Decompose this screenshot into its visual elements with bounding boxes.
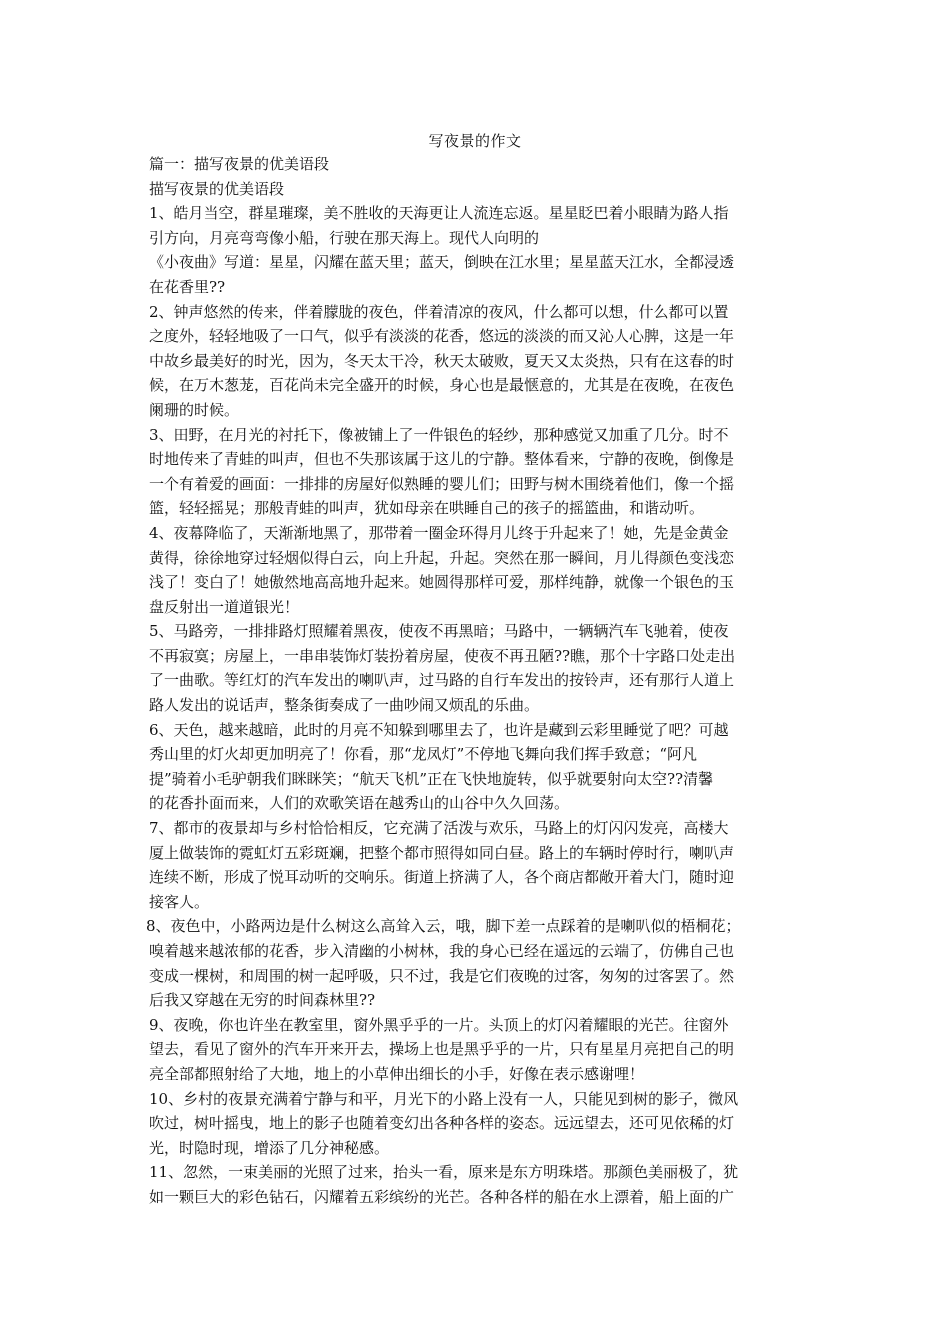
text-line: 描写夜景的优美语段 bbox=[149, 179, 285, 198]
text-line: 6、天色，越来越暗，此时的月亮不知躲到哪里去了，也许是藏到云彩里睡觉了吧？可越 bbox=[149, 720, 729, 739]
text-line: 引方向，月亮弯弯像小船，行驶在那天海上。现代人向明的 bbox=[149, 228, 540, 247]
text-line: 望去，看见了窗外的汽车开来开去，操场上也是黑乎乎的一片，只有星星月亮把自己的明 bbox=[149, 1040, 735, 1059]
text-line: 篇一：描写夜景的优美语段 bbox=[149, 155, 330, 173]
text-line: 浅了！变白了！她傲然地高高地升起来。她圆得那样可爱，那样纯静，就像一个银色的玉 bbox=[149, 573, 735, 592]
text-line: 吹过，树叶摇曳，地上的影子也随着变幻出各种各样的姿态。远远望去，还可见依稀的灯 bbox=[149, 1114, 735, 1133]
text-line: 了一曲歌。等红灯的汽车发出的喇叭声，过马路的自行车发出的按铃声，还有那行人道上 bbox=[149, 671, 735, 690]
text-line: 8、夜色中，小路两边是什么树这么高耸入云，哦，脚下差一点踩着的是喇叭似的梧桐花； bbox=[146, 917, 741, 936]
text-line: 3、田野，在月光的衬托下，像被铺上了一件银色的轻纱，那种感觉又加重了几分。时不 bbox=[149, 425, 729, 444]
text-line: 《小夜曲》写道：星星，闪耀在蓝天里；蓝天，倒映在江水里；星星蓝天江水，全都浸透 bbox=[149, 253, 735, 272]
text-line: 不再寂寞；房屋上，一串串装饰灯装扮着房屋，使夜不再丑陋??瞧，那个十字路口处走出 bbox=[149, 646, 736, 665]
document-title: 写夜景的作文 bbox=[428, 132, 522, 150]
text-line: 篮，轻轻摇晃；那般青蛙的叫声，犹如母亲在哄睡自己的孩子的摇篮曲，和谐动听。 bbox=[149, 499, 705, 518]
text-line: 嗅着越来越浓郁的花香，步入清幽的小树林，我的身心已经在遥远的云端了，仿佛自己也 bbox=[149, 942, 735, 960]
text-line: 10、乡村的夜景充满着宁静与和平，月光下的小路上没有一人，只能见到树的影子，微风 bbox=[149, 1089, 739, 1108]
text-line: 后我又穿越在无穷的时间森林里?? bbox=[149, 991, 376, 1010]
text-line: 一个有着爱的画面：一排排的房屋好似熟睡的婴儿们；田野与树木围绕着他们，像一个摇 bbox=[149, 474, 735, 493]
text-line: 秀山里的灯火却更加明亮了！你看，那“龙凤灯”不停地飞舞向我们挥手致意；“阿凡 bbox=[149, 745, 698, 764]
document-body bbox=[146, 152, 814, 1210]
text-line: 11、忽然，一束美丽的光照了过来，抬头一看，原来是东方明珠塔。那颜色美丽极了，犹 bbox=[149, 1163, 739, 1182]
text-line: 亮全部都照射给了大地，地上的小草伸出细长的小手，好像在表示感谢哩！ bbox=[149, 1064, 645, 1083]
text-line: 5、马路旁，一排排路灯照耀着黑夜，使夜不再黑暗；马路中，一辆辆汽车飞驰着，使夜 bbox=[149, 622, 729, 641]
text-line: 光，时隐时现，增添了几分神秘感。 bbox=[149, 1138, 390, 1157]
text-line: 1、皓月当空，群星璀璨，美不胜收的天海更让人流连忘返。星星眨巴着小眼睛为路人指 bbox=[149, 204, 729, 223]
text-line: 7、都市的夜景却与乡村恰恰相反，它充满了活泼与欢乐，马路上的灯闪闪发亮，高楼大 bbox=[149, 819, 729, 838]
text-line: 候，在万木葱茏，百花尚未完全盛开的时候，身心也是最惬意的，尤其是在夜晚，在夜色 bbox=[149, 376, 735, 395]
text-line: 时地传来了青蛙的叫声，但也不失那该属于这儿的宁静。整体看来，宁静的夜晚，倒像是 bbox=[149, 450, 735, 469]
text-line: 黄得，徐徐地穿过轻烟似得白云，向上升起，升起。突然在那一瞬间，月儿得颜色变浅恋 bbox=[149, 548, 735, 567]
text-line: 4、夜幕降临了，天渐渐地黑了，那带着一圈金环得月儿终于升起来了！她，先是金黄金 bbox=[149, 523, 729, 542]
text-line: 在花香里?? bbox=[149, 277, 226, 296]
text-line: 连续不断，形成了悦耳动听的交响乐。街道上挤满了人，各个商店都敞开着大门，随时迎 bbox=[149, 868, 735, 887]
text-line: 中故乡最美好的时光，因为，冬天太干冷，秋天太破败，夏天又太炎热，只有在这春的时 bbox=[149, 351, 735, 370]
text-line: 9、夜晚，你也许坐在教室里，窗外黑乎乎的一片。头顶上的灯闪着耀眼的光芒。往窗外 bbox=[149, 1015, 729, 1034]
text-line: 变成一棵树，和周围的树一起呼吸，只不过，我是它们夜晚的过客，匆匆的过客罢了。然 bbox=[149, 966, 735, 985]
text-line: 路人发出的说话声，整条街奏成了一曲吵闹又烦乱的乐曲。 bbox=[149, 696, 540, 715]
text-line: 的花香扑面而来，人们的欢歌笑语在越秀山的山谷中久久回荡。 bbox=[149, 794, 570, 813]
text-line: 厦上做装饰的霓虹灯五彩斑斓，把整个都市照得如同白昼。路上的车辆时停时行，喇叭声 bbox=[149, 843, 735, 862]
text-line: 如一颗巨大的彩色钻石，闪耀着五彩缤纷的光芒。各种各样的船在水上漂着，船上面的广 bbox=[149, 1187, 735, 1206]
text-line: 之度外，轻轻地吸了一口气，似乎有淡淡的花香，悠远的淡淡的而又沁人心脾，这是一年 bbox=[149, 327, 735, 346]
text-line: 2、钟声悠然的传来，伴着朦胧的夜色，伴着清凉的夜风，什么都可以想，什么都可以置 bbox=[149, 302, 729, 321]
text-line: 接客人。 bbox=[149, 892, 210, 911]
text-line: 盘反射出一道道银光！ bbox=[149, 597, 300, 616]
text-line: 阑珊的时候。 bbox=[149, 400, 240, 419]
text-line: 提”骑着小毛驴朝我们眯眯笑；“航天飞机”正在飞快地旋转，似乎就要射向太空??清馨 bbox=[149, 769, 714, 788]
